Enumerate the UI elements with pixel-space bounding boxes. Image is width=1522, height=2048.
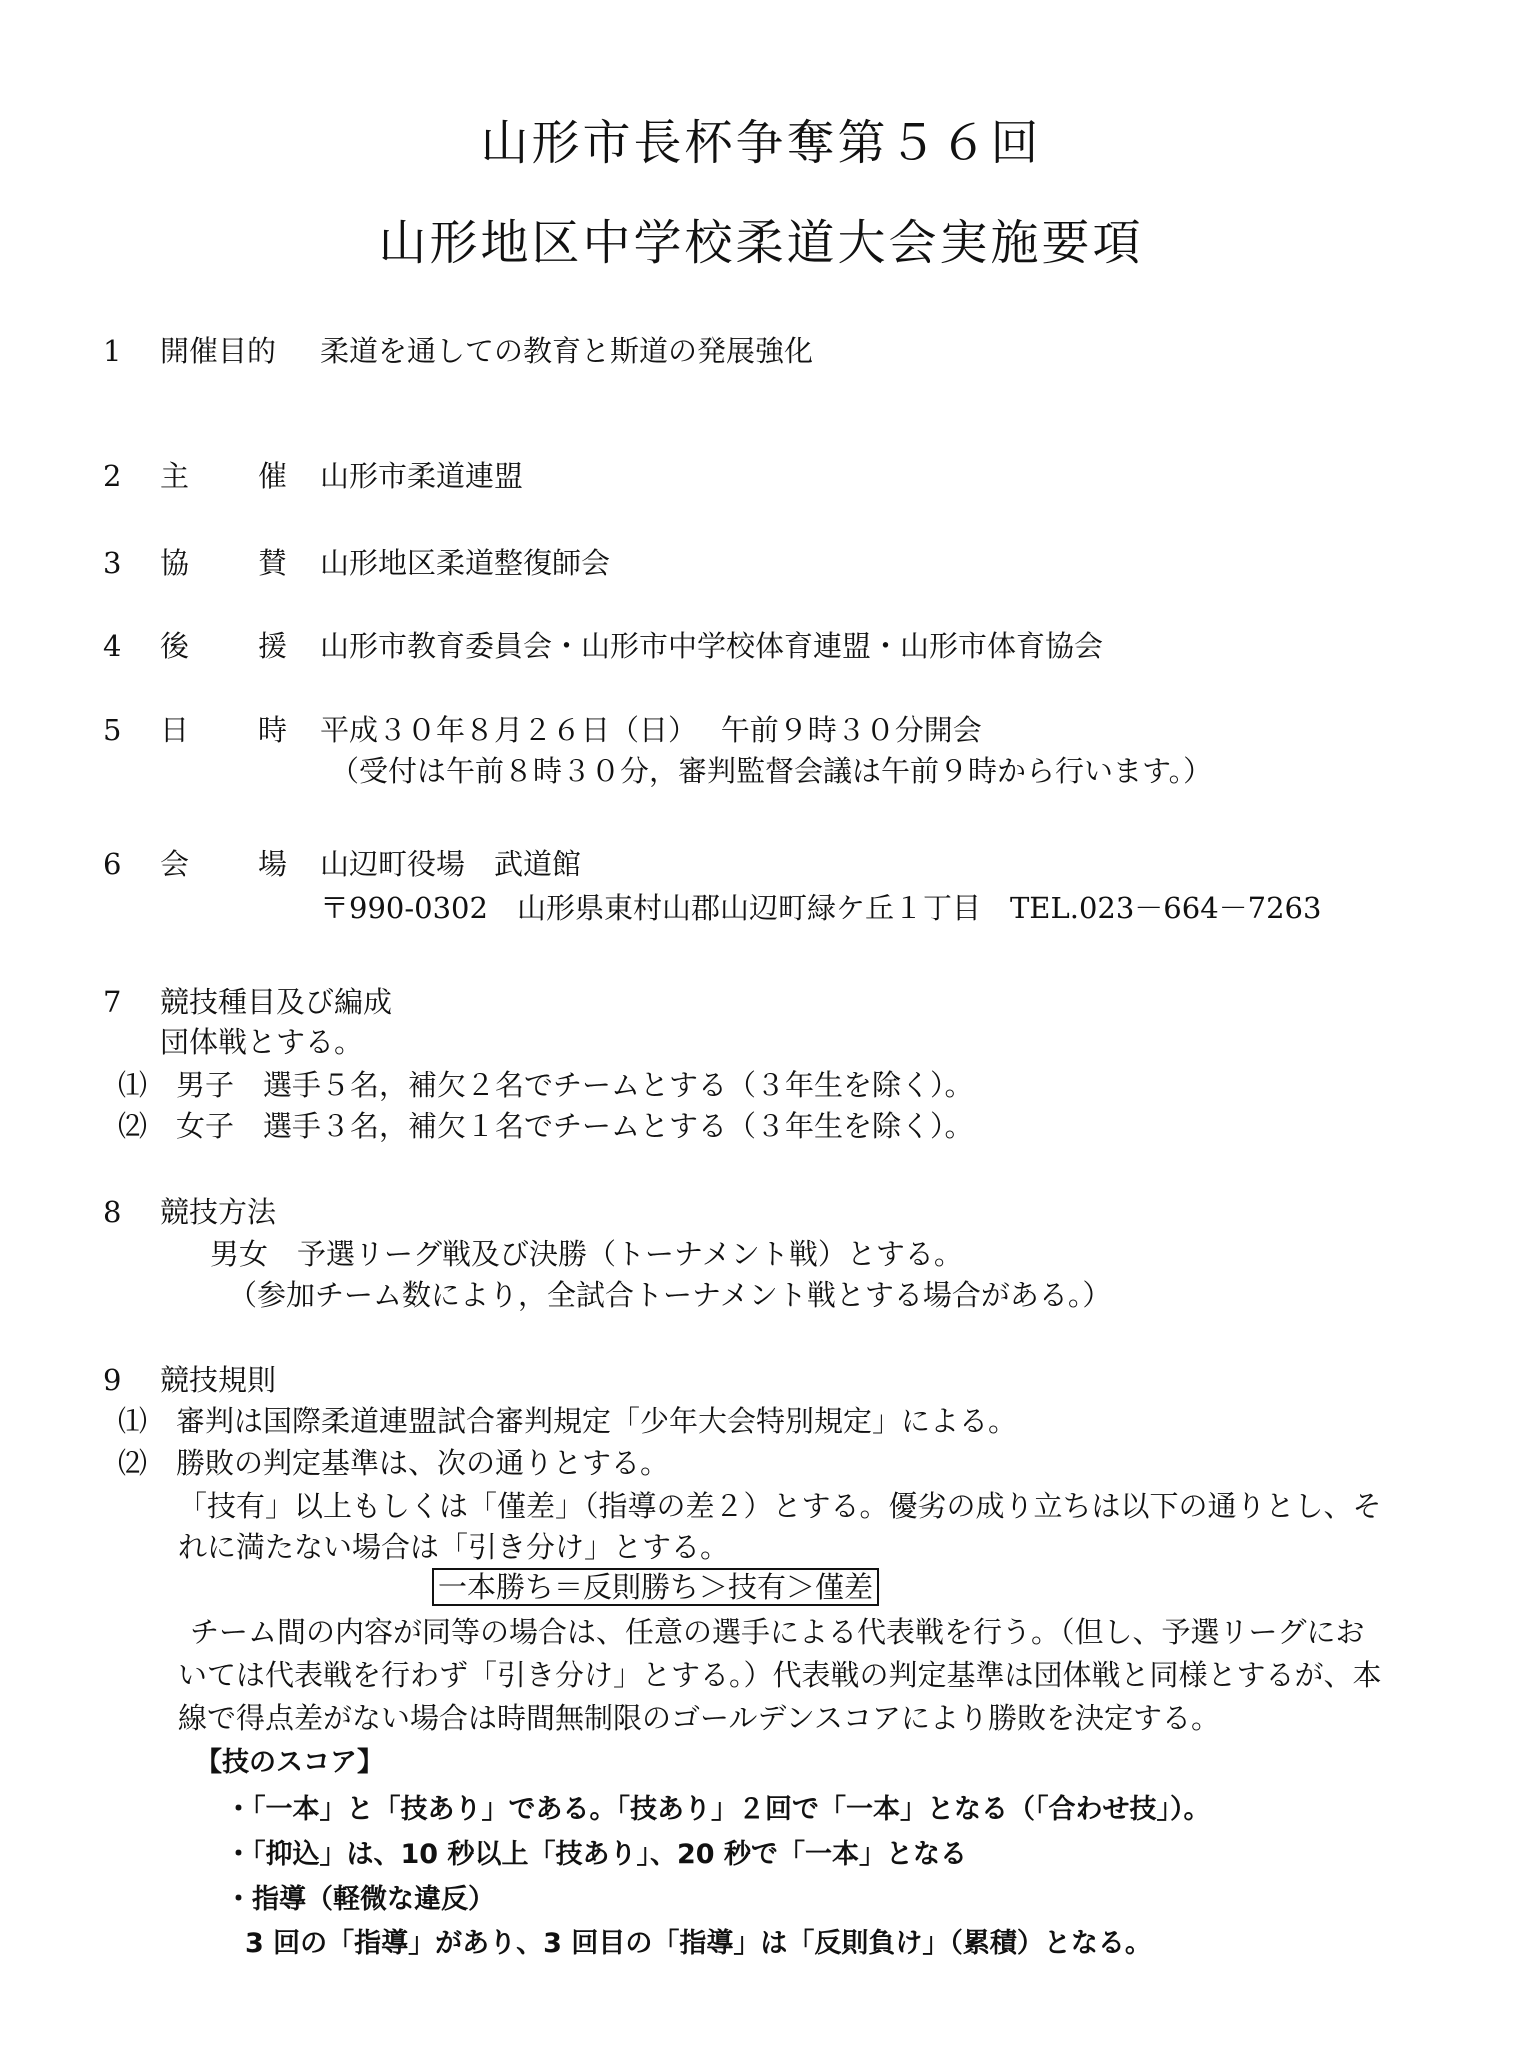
section-5-number: 5	[103, 713, 122, 747]
team-tie-paragraph-line-1: チーム間の内容が同等の場合は、任意の選手による代表戦を行う。（但し、予選リーグにお	[190, 1615, 1365, 1649]
section-1-label: 開催目的	[160, 334, 277, 368]
section-4-text: 山形市教育委員会・山形市中学校体育連盟・山形市体育協会	[320, 629, 1104, 663]
section-5-label-a: 日	[160, 713, 190, 747]
section-6-address: 〒990-0302 山形県東村山郡山辺町緑ケ丘１丁目 TEL.023－664－7263	[320, 891, 1322, 925]
section-6-label-b: 場	[258, 847, 288, 881]
section-6-number: 6	[103, 847, 122, 881]
section-1-number: 1	[103, 334, 122, 368]
section-6-text: 山辺町役場 武道館	[320, 847, 582, 881]
section-5-label-b: 時	[258, 713, 288, 747]
section-2-label-b: 催	[258, 459, 288, 493]
section-8-line-2: （参加チーム数により，全試合トーナメント戦とする場合がある。）	[228, 1278, 1112, 1312]
section-9-heading: 競技規則	[160, 1363, 277, 1397]
section-8-number: 8	[103, 1195, 122, 1229]
section-4-label-b: 援	[258, 629, 288, 663]
section-2-text: 山形市柔道連盟	[320, 459, 524, 493]
team-tie-paragraph-line-3: 線で得点差がない場合は時間無制限のゴールデンスコアにより勝敗を決定する。	[178, 1701, 1220, 1735]
section-3-label-a: 協	[160, 546, 190, 580]
section-7-number: 7	[103, 985, 122, 1019]
section-4-number: 4	[103, 629, 122, 663]
title-line-2: 山形地区中学校柔道大会実施要項	[378, 215, 1144, 271]
section-3-number: 3	[103, 546, 122, 580]
section-6-label-a: 会	[160, 847, 190, 881]
title-line-1: 山形市長杯争奪第５６回	[480, 115, 1042, 171]
section-4-label-a: 後	[160, 629, 190, 663]
section-7-heading: 競技種目及び編成	[160, 985, 393, 1019]
section-5-text: 平成３０年８月２６日（日） 午前９時３０分開会	[320, 713, 982, 747]
section-5-note: （受付は午前８時３０分，審判監督会議は午前９時から行います。）	[330, 754, 1213, 788]
section-2-label-a: 主	[160, 459, 190, 493]
score-item-1: ・「一本」と「技あり」である。「技あり」２回で「一本」となる（「合わせ技」）。	[225, 1794, 1211, 1825]
section-3-label-b: 賛	[258, 546, 288, 580]
section-9-number: 9	[103, 1363, 122, 1397]
judgment-paragraph-line-2: れに満たない場合は「引き分け」とする。	[178, 1530, 730, 1564]
score-heading: 【技のスコア】	[195, 1747, 384, 1778]
section-9-item-2: ⑵ 勝敗の判定基準は、次の通りとする。	[118, 1446, 670, 1480]
section-7-item-2: ⑵ 女子 選手３名，補欠１名でチームとする（３年生を除く）。	[118, 1109, 974, 1143]
section-2-number: 2	[103, 459, 122, 493]
section-8-heading: 競技方法	[160, 1195, 277, 1229]
score-item-3: ・指導（軽微な違反）	[225, 1884, 495, 1915]
score-item-2: ・「抑込」は、10 秒以上「技あり」、20 秒で「一本」となる	[225, 1839, 967, 1870]
section-1-text: 柔道を通しての教育と斯道の発展強化	[320, 334, 814, 368]
section-8-line-1: 男女 予選リーグ戦及び決勝（トーナメント戦）とする。	[210, 1237, 963, 1271]
section-7-item-1: ⑴ 男子 選手５名，補欠２名でチームとする（３年生を除く）。	[118, 1068, 974, 1102]
win-priority-box: 一本勝ち＝反則勝ち＞技有＞僅差	[432, 1568, 879, 1606]
score-item-4: 3 回の「指導」があり、3 回目の「指導」は「反則負け」（累積）となる。	[245, 1928, 1152, 1959]
team-tie-paragraph-line-2: いては代表戦を行わず「引き分け」とする。）代表戦の判定基準は団体戦と同様とするが、本	[178, 1658, 1382, 1692]
section-3-text: 山形地区柔道整復師会	[320, 546, 611, 580]
section-9-item-1: ⑴ 審判は国際柔道連盟試合審判規定「少年大会特別規定」による。	[118, 1404, 1018, 1438]
judgment-paragraph-line-1: 「技有」以上もしくは「僅差」（指導の差２）とする。優劣の成り立ちは以下の通りとし、そ	[178, 1489, 1382, 1523]
section-7-intro: 団体戦とする。	[160, 1025, 364, 1059]
